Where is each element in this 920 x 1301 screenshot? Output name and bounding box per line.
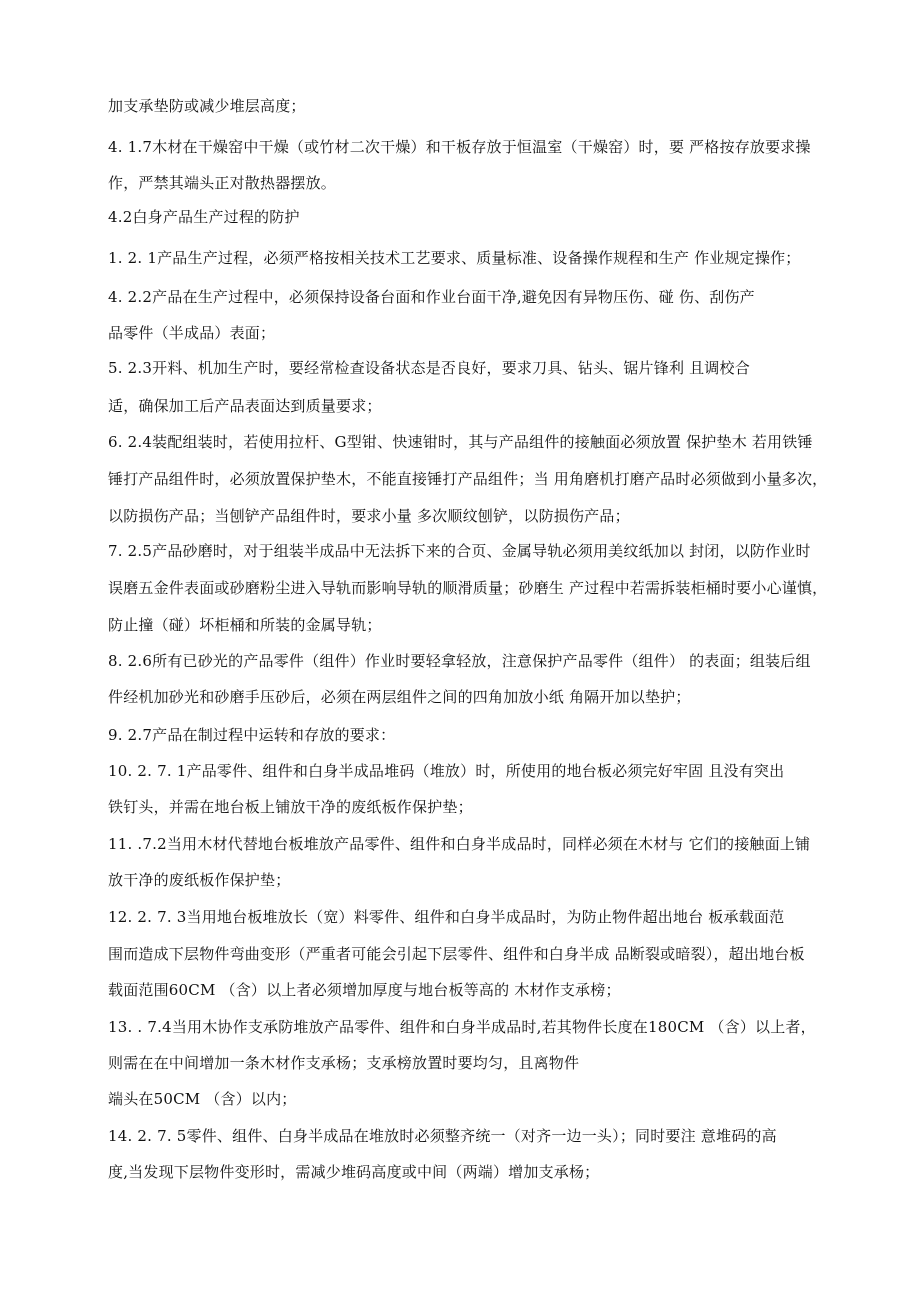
text-line: 13. . 7.4当用木协作支承防堆放产品零件、组件和白身半成品时,若其物件长度在180CM （含）以上者， xyxy=(108,1018,816,1036)
text-line: 度,当发现下层物件变形时，需减少堆码高度或中间（两端）增加支承杨； xyxy=(108,1163,600,1181)
text-line: 则需在在中间增加一条木材作支承杨；支承榜放置时要均匀，且离物件 xyxy=(108,1054,580,1072)
text-line: 5. 2.3开料、机加生产时，要经常检查设备状态是否良好，要求刀具、钻头、锯片锋利 且调校合 xyxy=(108,359,750,377)
text-line: 7. 2.5产品砂磨时，对于组装半成品中无法拆下来的合页、金属导轨必须用美纹纸加以 封闭，以防作业时 xyxy=(108,542,811,560)
text-line: 9. 2.7产品在制过程中运转和存放的要求： xyxy=(108,726,396,744)
text-line: 4. 2.2产品在生产过程中，必须保持设备台面和作业台面干净,避免因有异物压伤、碰 伤、刮伤产 xyxy=(108,288,755,306)
text-line: 14. 2. 7. 5零件、组件、白身半成品在堆放时必须整齐统一（对齐一边一头）；同时要注 意堆码的高 xyxy=(108,1127,777,1145)
text-line: 放干净的废纸板作保护垫； xyxy=(108,871,291,889)
text-line: 件经机加砂光和砂磨手压砂后，必须在两层组件之间的四角加放小纸 角隔开加以垫护； xyxy=(108,688,691,706)
text-line: 以防损伤产品；当刨铲产品组件时，要求小量 多次顺纹刨铲，以防损伤产品； xyxy=(108,507,630,525)
text-line: 10. 2. 7. 1产品零件、组件和白身半成品堆码（堆放）时，所使用的地台板必须完好牢固 且没有突出 xyxy=(108,762,785,780)
text-line: 锤打产品组件时，必须放置保护垫木，不能直接锤打产品组件；当 用角磨机打磨产品时必须做到小量多次， xyxy=(108,470,828,488)
text-line: 载面范围60CM （含）以上者必须增加厚度与地台板等高的 木材作支承榜； xyxy=(108,981,621,999)
text-line: 防止撞（碰）坏柜桶和所装的金属导轨； xyxy=(108,616,382,634)
text-line: 适，确保加工后产品表面达到质量要求； xyxy=(108,397,382,415)
text-line: 6. 2.4装配组装时，若使用拉杆、G型钳、快速钳时，其与产品组件的接触面必须放置 保护垫木 若用铁锤 xyxy=(108,433,813,451)
text-line: 加支承垫防或减少堆层高度； xyxy=(108,97,306,115)
text-line: 11. .7.2当用木材代替地台板堆放产品零件、组件和白身半成品时，同样必须在木材与 它们的接触面上铺 xyxy=(108,835,811,853)
section-heading: 4.2白身产品生产过程的防护 xyxy=(108,208,300,226)
text-line: 端头在50CM （含）以内； xyxy=(108,1090,297,1108)
text-line: 8. 2.6所有已砂光的产品零件（组件）作业时要轻拿轻放，注意保护产品零件（组件） 的表面；组装后组 xyxy=(108,652,811,670)
text-line: 品零件（半成品）表面； xyxy=(108,324,276,342)
text-line: 误磨五金件表面或砂磨粉尘进入导轨而影响导轨的顺滑质量；砂磨生 产过程中若需拆装柜桶时要小心谨慎， xyxy=(108,579,828,597)
text-line: 1. 2. 1产品生产过程，必须严格按相关技术工艺要求、质量标准、设备操作规程和生产 作业规定操作； xyxy=(108,249,801,267)
text-line: 12. 2. 7. 3当用地台板堆放长（宽）料零件、组件和白身半成品时，为防止物件超出地台 板承载面范 xyxy=(108,908,785,926)
text-line: 4. 1.7木材在干燥窑中干燥（或竹材二次干燥）和干板存放于恒温室（干燥窑）时，要 严格按存放要求操 xyxy=(108,138,811,156)
text-line: 作，严禁其端头正对散热器摆放。 xyxy=(108,174,337,192)
text-line: 围而造成下层物件弯曲变形（严重者可能会引起下层零件、组件和白身半成 品断裂或暗裂），超出地台板 xyxy=(108,945,805,963)
text-line: 铁钉头，并需在地台板上铺放干净的废纸板作保护垫； xyxy=(108,798,473,816)
